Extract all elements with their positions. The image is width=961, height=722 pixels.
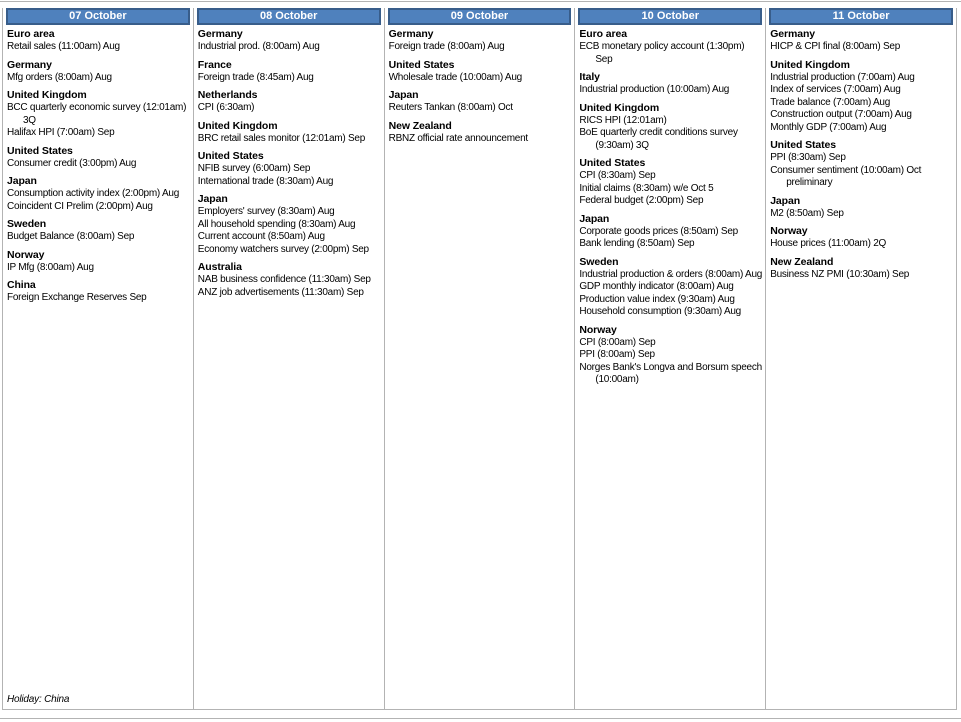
event-line: HICP & CPI final (8:00am) Sep <box>770 41 901 52</box>
event-line: NAB business confidence (11:30am) Sep <box>197 274 371 285</box>
event-line: Industrial production (10:00am) Aug <box>579 84 730 95</box>
country-name: Netherlands <box>197 89 258 101</box>
event-line: Trade balance (7:00am) Aug <box>770 96 891 108</box>
event-line: Consumer credit (3:00pm) Aug <box>7 157 137 169</box>
event-line: Reuters Tankan (8:00am) Oct <box>388 102 513 113</box>
day-header: 08 October <box>197 8 381 25</box>
country-name: Germany <box>7 58 52 71</box>
event-line: GDP monthly indicator (8:00am) Aug <box>579 281 734 292</box>
event-line: Monthly GDP (7:00am) Aug <box>770 121 887 133</box>
country-group <box>770 59 953 135</box>
event-line: Wholesale trade (10:00am) Aug <box>388 71 522 83</box>
country-group <box>7 145 190 171</box>
country-group <box>770 225 953 251</box>
country-name: Australia <box>197 261 242 273</box>
event-line: Economy watchers survey (2:00pm) Sep <box>197 243 369 255</box>
country-name: Sweden <box>7 218 47 230</box>
event-line: Halifax HPI (7:00am) Sep <box>7 127 115 138</box>
country-group <box>389 28 572 54</box>
country-name: China <box>7 279 36 291</box>
country-group <box>389 120 572 146</box>
country-name: United States <box>388 58 455 71</box>
event-line: RBNZ official rate announcement <box>388 132 528 144</box>
country-group <box>198 120 381 146</box>
country-group <box>198 89 381 115</box>
event-line: Industrial production (7:00am) Aug <box>770 71 915 83</box>
country-group <box>579 324 762 387</box>
country-group <box>770 195 953 221</box>
calendar-table <box>2 8 957 710</box>
country-name: Italy <box>579 71 600 83</box>
country-group <box>198 28 381 54</box>
event-line: Federal budget (2:00pm) Sep <box>579 195 704 206</box>
event-line: Foreign trade (8:45am) Aug <box>197 71 314 83</box>
country-group <box>770 256 953 282</box>
country-name: Japan <box>770 194 801 207</box>
country-group <box>579 213 762 251</box>
top-border-line <box>0 1 961 2</box>
event-line: Budget Balance (8:00am) Sep <box>7 231 135 242</box>
calendar-day-column-5 <box>766 8 957 710</box>
event-line: Foreign trade (8:00am) Aug <box>388 41 505 52</box>
country-group <box>7 279 190 305</box>
country-group <box>7 175 190 213</box>
bottom-border-line <box>0 718 961 719</box>
event-line: IP Mfg (8:00am) Aug <box>7 261 94 273</box>
country-name: United States <box>770 139 836 151</box>
country-name: Germany <box>770 28 816 40</box>
event-line: House prices (11:00am) 2Q <box>770 238 887 249</box>
event-line: Coincident CI Prelim (2:00pm) Aug <box>7 200 153 212</box>
event-line: PPI (8:00am) Sep <box>579 349 655 360</box>
country-group <box>198 193 381 256</box>
country-name: United States <box>579 157 646 169</box>
country-name: New Zealand <box>388 119 452 132</box>
country-group <box>198 59 381 85</box>
event-line: CPI (6:30am) <box>197 102 255 113</box>
event-line: Mfg orders (8:00am) Aug <box>7 71 112 83</box>
day-events-cell <box>194 25 384 709</box>
country-group <box>579 256 762 319</box>
event-line: BRC retail sales monitor (12:01am) Sep <box>197 132 366 144</box>
event-line: ECB monetary policy account (1:30pm) Sep <box>579 41 745 65</box>
country-name: United Kingdom <box>197 119 278 132</box>
country-name: Japan <box>579 212 610 225</box>
country-group <box>579 157 762 208</box>
event-line: RICS HPI (12:01am) <box>579 114 667 126</box>
country-name: France <box>197 58 232 71</box>
calendar-day-column-3 <box>385 8 576 710</box>
event-line: Corporate goods prices (8:50am) Sep <box>579 225 738 237</box>
event-line: Retail sales (11:00am) Aug <box>7 41 120 52</box>
event-line: ANZ job advertisements (11:30am) Sep <box>197 286 364 298</box>
country-group <box>389 89 572 115</box>
event-line: BCC quarterly economic survey (12:01am) 3Q <box>7 102 187 126</box>
calendar-day-column-1 <box>2 8 194 710</box>
country-name: New Zealand <box>770 255 834 268</box>
event-line: Bank lending (8:50am) Sep <box>579 238 695 249</box>
event-line: Current account (8:50am) Aug <box>197 231 325 242</box>
event-line: Norges Bank's Longva and Borsum speech (10:00am) <box>579 361 762 385</box>
calendar-day-column-4 <box>575 8 766 710</box>
country-name: Norway <box>770 225 808 237</box>
event-line: Industrial prod. (8:00am) Aug <box>197 41 320 52</box>
calendar-day-column-2 <box>194 8 385 710</box>
country-group <box>770 28 953 54</box>
event-line: M2 (8:50am) Sep <box>770 207 844 219</box>
event-line: Foreign Exchange Reserves Sep <box>7 292 147 303</box>
country-name: United States <box>197 150 264 162</box>
country-group <box>389 59 572 85</box>
event-line: CPI (8:00am) Sep <box>579 336 656 348</box>
country-name: Norway <box>7 248 45 261</box>
day-header: 10 October <box>578 8 762 25</box>
event-line: Consumer sentiment (10:00am) Oct preliminary <box>770 164 922 188</box>
event-line: BoE quarterly credit conditions survey (9:30am) 3Q <box>579 127 738 151</box>
country-group <box>7 249 190 275</box>
country-group <box>7 28 190 54</box>
event-line: Business NZ PMI (10:30am) Sep <box>770 268 910 280</box>
event-line: PPI (8:30am) Sep <box>770 152 846 163</box>
country-name: Sweden <box>579 255 619 268</box>
country-group <box>198 150 381 188</box>
country-name: Germany <box>197 28 243 40</box>
event-line: Household consumption (9:30am) Aug <box>579 306 741 317</box>
country-name: United Kingdom <box>7 89 87 101</box>
country-group <box>7 89 190 140</box>
event-line: Employers' survey (8:30am) Aug <box>197 206 335 217</box>
country-group <box>7 59 190 85</box>
holiday-note: Holiday: China <box>7 694 70 705</box>
event-line: Industrial production & orders (8:00am) Aug <box>579 268 763 280</box>
country-name: Euro area <box>7 28 55 40</box>
country-name: Japan <box>7 175 37 187</box>
event-line: Index of services (7:00am) Aug <box>770 84 901 95</box>
country-group <box>770 139 953 190</box>
day-events-cell <box>766 25 956 709</box>
country-name: Japan <box>388 89 419 101</box>
event-line: CPI (8:30am) Sep <box>579 170 656 181</box>
country-name: Euro area <box>579 28 627 40</box>
country-name: Japan <box>197 193 228 205</box>
event-line: All household spending (8:30am) Aug <box>197 218 356 230</box>
country-name: Germany <box>388 28 434 40</box>
country-group <box>198 261 381 299</box>
country-group <box>579 102 762 153</box>
country-name: Norway <box>579 323 617 336</box>
country-name: United Kingdom <box>770 58 850 71</box>
day-events-cell <box>575 25 765 709</box>
day-events-cell <box>385 25 575 709</box>
event-line: NFIB survey (6:00am) Sep <box>197 163 311 174</box>
day-events-cell <box>3 25 193 709</box>
country-name: United States <box>7 144 73 157</box>
country-group <box>579 28 762 66</box>
event-line: International trade (8:30am) Aug <box>197 175 334 187</box>
day-header: 09 October <box>388 8 572 25</box>
event-line: Initial claims (8:30am) w/e Oct 5 <box>579 182 714 194</box>
event-line: Construction output (7:00am) Aug <box>770 109 912 120</box>
day-header: 11 October <box>769 8 953 25</box>
event-line: Production value index (9:30am) Aug <box>579 293 735 305</box>
event-line: Consumption activity index (2:00pm) Aug <box>7 188 180 199</box>
country-group <box>7 218 190 244</box>
country-name: United Kingdom <box>579 101 660 114</box>
country-group <box>579 71 762 97</box>
day-header: 07 October <box>6 8 190 25</box>
